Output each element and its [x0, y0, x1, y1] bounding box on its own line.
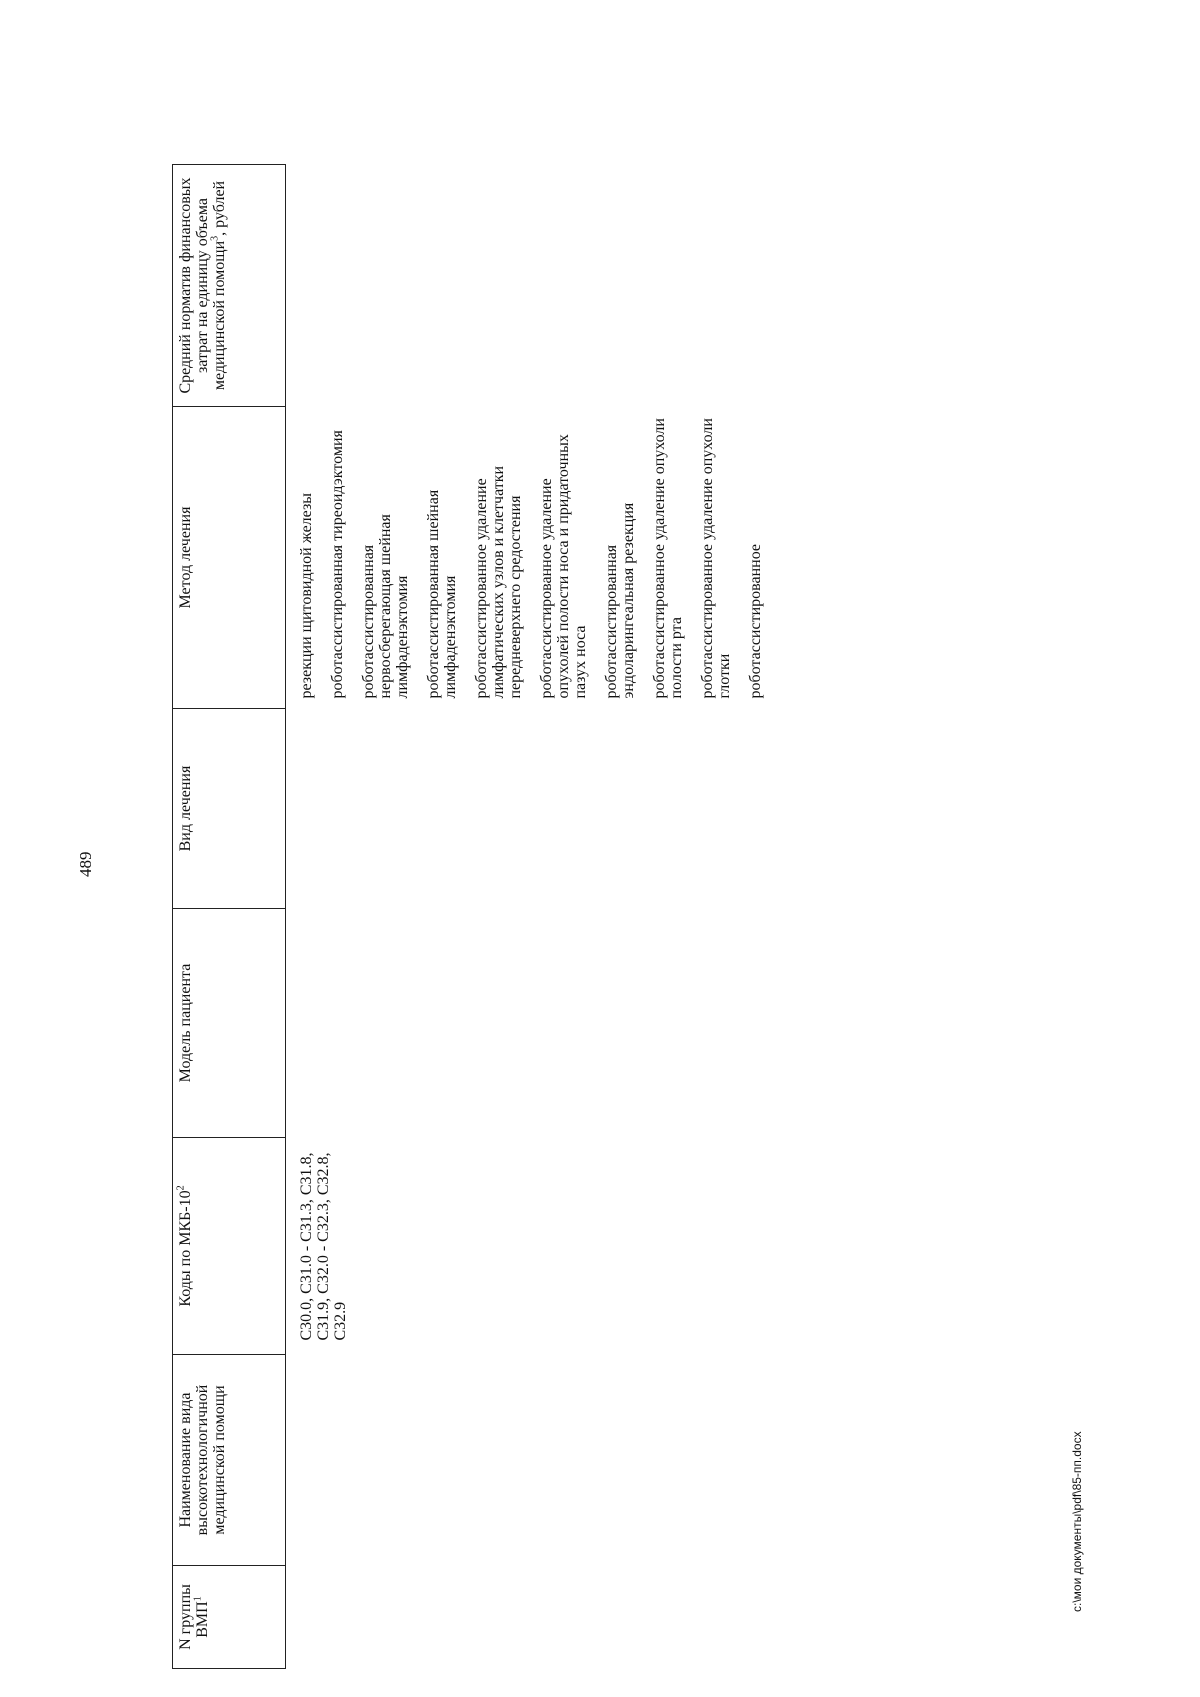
header-cost: Средний норматив финансовых затрат на единицу объема медицинской помощи$^3$, рублей	[173, 165, 286, 407]
header-codes: Коды по МКБ-$10^2$	[173, 1138, 286, 1355]
table-row	[286, 37, 1200, 1669]
footer-file-path: c:\мои документы\pdf\85-пп.docx	[1070, 1431, 1084, 1612]
header-group-no: N группы ВМП$^1$	[173, 1566, 286, 1669]
method-item: роботассистированное удаление опухоли глотки	[699, 418, 733, 699]
method-item: роботассистированная нервосберегающая шейная лимфаденэктомия	[360, 514, 411, 699]
cell-treatment-type	[286, 709, 1200, 909]
header-name: Наименование вида высокотехнологичной медицинской помощи	[173, 1355, 286, 1566]
header-method: Метод лечения	[173, 407, 286, 709]
cell-group-no	[286, 1566, 1200, 1669]
method-list	[298, 417, 764, 699]
page-number: 489	[76, 851, 95, 877]
cell-model	[286, 909, 1200, 1138]
method-item: роботассистированное	[747, 543, 764, 699]
header-treatment-type: Вид лечения	[173, 709, 286, 909]
method-item: роботассистированная эндоларингеальная резекция	[603, 502, 637, 699]
cell-methods	[286, 407, 1200, 709]
method-item: роботассистированное удаление опухоли полости рта	[651, 418, 685, 699]
cell-codes: C30.0, C31.0 - C31.3, C31.8, C31.9, C32.0 - C32.3, C32.8, C32.9	[298, 1152, 349, 1341]
method-item: роботассистированная тиреоидэктомия	[329, 430, 346, 699]
cell-cost	[286, 165, 1200, 407]
method-item: резекции щитовидной железы	[298, 492, 315, 699]
method-item: роботассистированное удаление опухолей полости носа и придаточных пазух носа	[538, 434, 589, 699]
cell-name	[286, 1355, 1200, 1566]
method-item: роботассистированное удаление лимфатических узлов и клетчатки передневерхнего средостения	[473, 465, 524, 699]
header-model: Модель пациента	[173, 909, 286, 1138]
method-item: роботассистированная шейная лимфаденэктомия	[425, 489, 459, 699]
treatment-table	[172, 37, 1200, 1670]
table-header-row	[173, 37, 286, 1669]
